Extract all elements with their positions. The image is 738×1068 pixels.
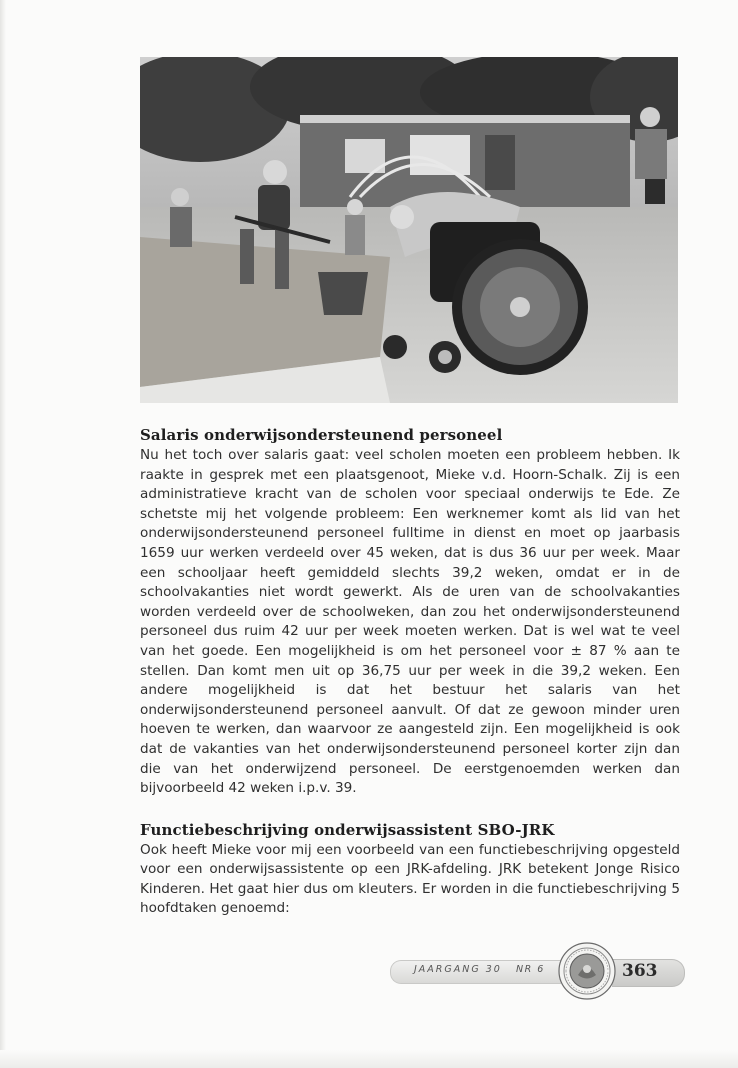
journal-volume: JAARGANG 30 (414, 964, 502, 975)
article-body (140, 426, 680, 919)
section-heading-functiebeschrijving: Functiebeschrijving onderwijsassistent SBO-JRK (140, 820, 555, 839)
section-text-functiebeschrijving: Ook heeft Mieke voor mij een voorbeeld van een functiebeschrijving opgesteld voor een onderwijsassistente op een JRK-afdeling. JRK betekent Jonge Risico Kinderen. Het gaat hier dus om kleuters. Er worden in die functiebeschrijving 5 hoofdtaken genoemd: (140, 841, 680, 917)
section-text-salaris: Nu het toch over salaris gaat: veel scholen moeten een probleem hebben. Ik raakte in gesprek met een plaatsgenoot, Mieke v.d. Hoorn-Schalk. Zij is een administratieve kracht van de scholen voor speciaal onderwijs te Ede. Ze schetste mij het volgende probleem: Een werknemer komt als lid van het onderwijsondersteunend personeel fulltime in dienst en moet op jaarbasis 1659 uur werken verdeeld over 45 weken, dat is dus 36 uur per week. Maar een schooljaar heeft gemiddeld slechts 39,2 weken, omdat er in de schoolvakanties niet wordt gewerkt. Als de uren van de schoolvakanties worden verdeeld over de schoolweken, dan zou het onderwijsondersteunend personeel dus ruim 42 uur per week moeten werken. Dat is wel wat te veel van het goede. Een mogelijkheid is om het personeel voor ± 87 % aan te stellen. Dan komt men uit op 36,75 uur per week in die 39,2 weken. Een andere mogelijkheid is dat het bestuur het salaris van het onderwijsondersteunend personeel aanvult. Of dat ze gewoon minder uren hoeven te werken, dan waarvoor ze aangesteld zijn. Een mogelijkheid is ook dat de vakanties van het onderwijsondersteunend personeel korter zijn dan die van het onderwijzend personeel. De eerstgenoemden werken dan bijvoorbeeld 42 weken i.p.v. 39. (140, 447, 680, 797)
page-bottom-edge (0, 1050, 738, 1068)
article-photo (140, 57, 678, 403)
society-seal-icon (558, 942, 616, 1000)
section-heading-salaris: Salaris onderwijsondersteunend personeel (140, 426, 503, 444)
page-edge (0, 0, 6, 1068)
page-number: 363 (622, 961, 658, 981)
photo-children-sandbox-wheelchair (140, 57, 678, 403)
page-footer (390, 940, 686, 1010)
issue-number: NR 6 (516, 964, 545, 975)
